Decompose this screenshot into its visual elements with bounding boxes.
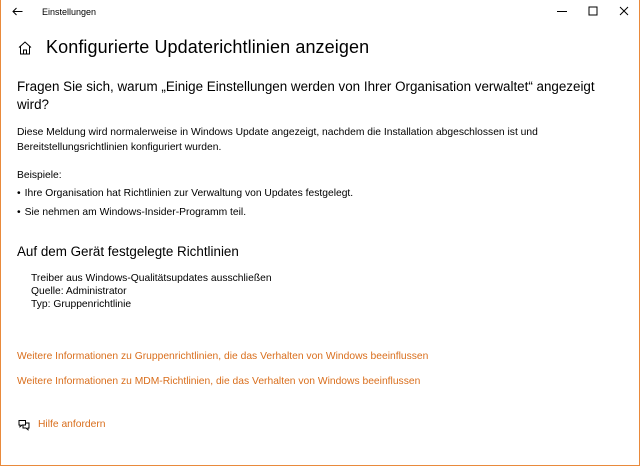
window-title: Einstellungen [42,7,97,17]
example-text: Ihre Organisation hat Richtlinien zur Verwaltung von Updates festgelegt. [24,188,354,199]
page-title: Konfigurierte Updaterichtlinien anzeigen [46,37,370,57]
question-heading: Fragen Sie sich, warum „Einige Einstellungen werden von Ihrer Organisation verwaltet“ angezeigt wird? [17,79,595,112]
page-header [17,37,369,58]
list-item [17,188,627,200]
examples-list [17,188,627,219]
window-controls [546,0,639,24]
minimize-button[interactable] [546,0,577,24]
help-label: Hilfe anfordern [38,419,106,430]
main-content [17,78,627,432]
policy-entry [31,272,627,311]
close-button[interactable] [608,0,639,24]
minimize-icon [557,3,567,21]
policies-heading: Auf dem Gerät festgelegte Richtlinien [17,243,239,259]
description-text: Diese Meldung wird normalerweise in Windows Update angezeigt, nachdem die Installation abgeschlossen ist und Bereitstellungsrichtlinien konfiguriert wurden. [17,127,538,153]
home-icon[interactable] [17,40,33,56]
policy-source: Quelle: Administrator [31,285,127,297]
help-chat-icon [17,418,31,432]
maximize-button[interactable] [577,0,608,24]
back-button[interactable] [1,0,33,24]
group-policy-info-link[interactable]: Weitere Informationen zu Gruppenrichtlinien, die das Verhalten von Windows beeinflussen [17,350,429,362]
title-bar [1,0,639,24]
help-link[interactable] [17,418,627,432]
close-icon [619,3,629,21]
maximize-icon [588,3,598,21]
bullet-icon: • [17,188,21,199]
examples-label: Beispiele: [17,170,62,181]
back-arrow-icon [12,3,23,21]
bullet-icon: • [17,206,21,218]
list-item [17,207,627,219]
policy-name: Treiber aus Windows-Qualitätsupdates ausschließen [31,272,272,284]
policy-type: Typ: Gruppenrichtlinie [31,298,132,310]
example-text: Sie nehmen am Windows-Insider-Programm teil. [24,206,247,218]
mdm-policy-info-link[interactable]: Weitere Informationen zu MDM-Richtlinien, die das Verhalten von Windows beeinflussen [17,375,421,387]
